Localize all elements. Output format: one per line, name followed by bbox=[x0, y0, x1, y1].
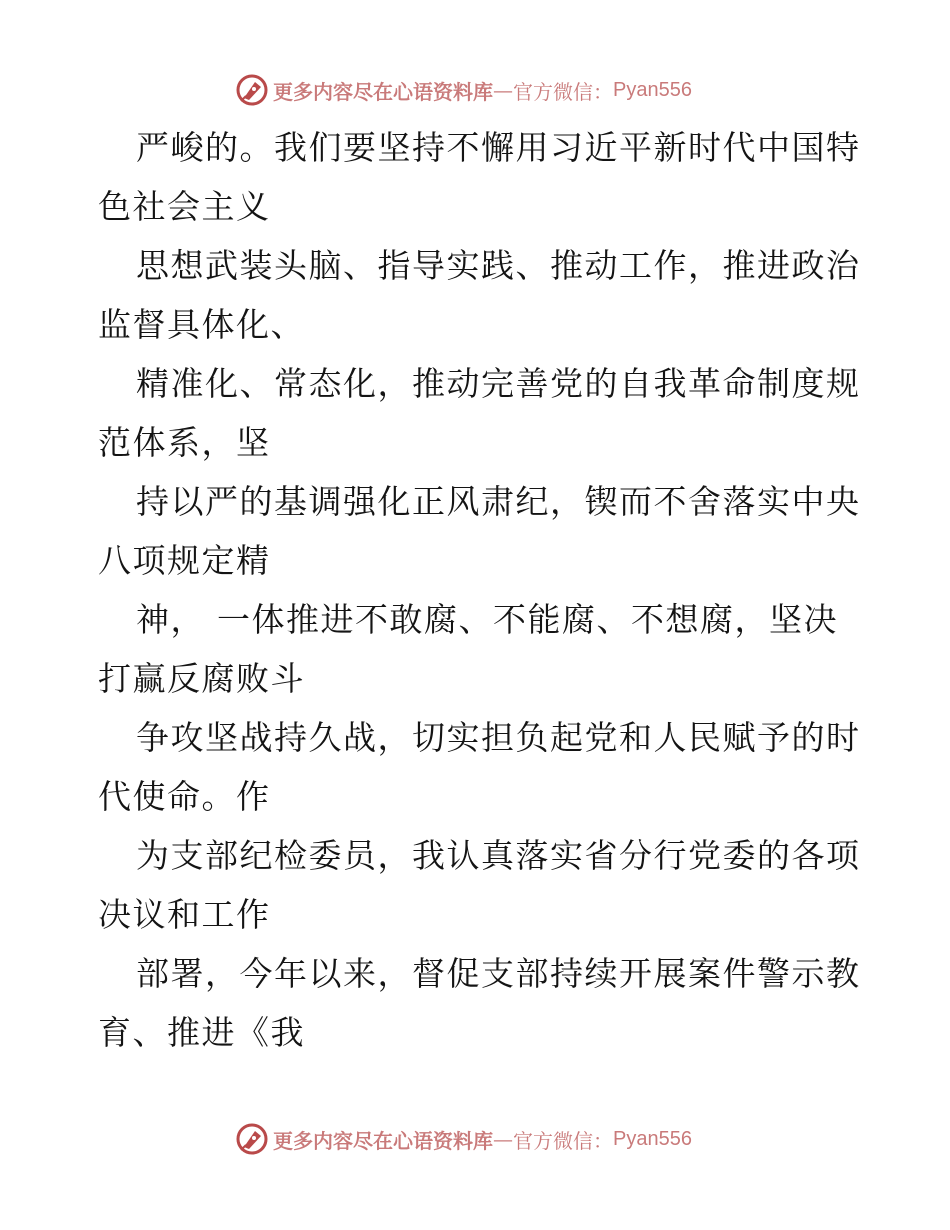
document-body bbox=[98, 118, 878, 1062]
footer-wechat-label: 官方微信： bbox=[513, 1128, 613, 1153]
body-line: 育、推进《我 bbox=[98, 1013, 305, 1052]
body-line: 范体系，坚 bbox=[98, 423, 271, 462]
body-line: 色社会主义 bbox=[98, 187, 271, 226]
body-line: 八项规定精 bbox=[98, 541, 271, 580]
footer-watermark bbox=[235, 1121, 692, 1157]
body-line: 代使命。作 bbox=[98, 777, 271, 816]
header-wechat-id: Pyan556 bbox=[613, 78, 692, 101]
header-wechat-label: 官方微信： bbox=[513, 79, 613, 104]
body-line: 争攻坚战持久战，切实担负起党和人民赋予的时 bbox=[136, 718, 861, 757]
body-line: 决议和工作 bbox=[98, 895, 271, 934]
body-line: 为支部纪检委员，我认真落实省分行党委的各项 bbox=[136, 836, 861, 875]
body-line: 严峻的。我们要坚持不懈用习近平新时代中国特 bbox=[136, 128, 861, 167]
header-separator: — bbox=[493, 78, 513, 102]
header-watermark bbox=[235, 72, 692, 108]
footer-wechat-id: Pyan556 bbox=[613, 1127, 692, 1150]
body-line: 持以严的基调强化正风肃纪，锲而不舍落实中央 bbox=[136, 482, 861, 521]
footer-site-text: 更多内容尽在心语资料库 bbox=[273, 1128, 493, 1153]
header-site-text: 更多内容尽在心语资料库 bbox=[273, 79, 493, 104]
pen-nib-logo-icon bbox=[235, 73, 269, 107]
body-line: 打赢反腐败斗 bbox=[98, 659, 305, 698]
body-line: 监督具体化、 bbox=[98, 305, 305, 344]
body-line: 神， 一体推进不敢腐、不能腐、不想腐，坚决 bbox=[136, 600, 838, 639]
footer-separator: — bbox=[493, 1127, 513, 1151]
body-line: 精准化、常态化，推动完善党的自我革命制度规 bbox=[136, 364, 861, 403]
body-line: 思想武装头脑、指导实践、推动工作，推进政治 bbox=[136, 246, 861, 285]
body-line: 部署，今年以来，督促支部持续开展案件警示教 bbox=[136, 954, 861, 993]
pen-nib-logo-icon bbox=[235, 1122, 269, 1156]
